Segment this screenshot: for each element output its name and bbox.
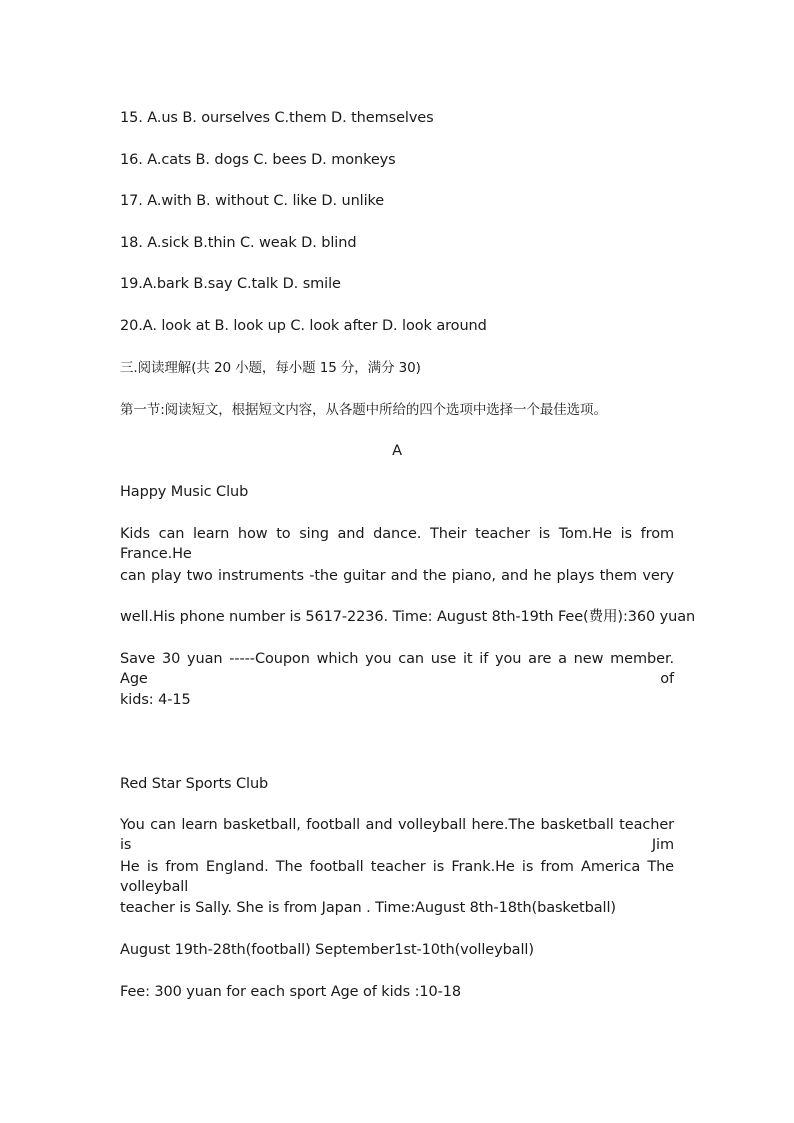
question-18-options: 18. A.sick B.thin C. weak D. blind <box>120 235 357 251</box>
club-sports-line: teacher is Sally. She is from Japan . Time:August 8th-18th(basketball) <box>120 900 616 916</box>
club-music-line: Save 30 yuan -----Coupon which you can use it if you are a new member. Age of <box>120 651 674 687</box>
club-sports-line: August 19th-28th(football) September1st-10th(volleyball) <box>120 942 534 958</box>
club-sports-line: Fee: 300 yuan for each sport Age of kids :10-18 <box>120 984 461 1000</box>
club-music-line: can play two instruments -the guitar and the piano, and he plays them very <box>120 568 674 584</box>
question-20-options: 20.A. look at B. look up C. look after D. look around <box>120 318 487 334</box>
question-17-options: 17. A.with B. without C. like D. unlike <box>120 193 385 209</box>
club-sports-line: He is from England. The football teacher is Frank.He is from America The volleyball <box>120 859 674 895</box>
section-heading: 三.阅读理解(共 20 小题，每小题 15 分，满分 30) <box>120 360 421 376</box>
section-instruction: 第一节:阅读短文，根据短文内容，从各题中所给的四个选项中选择一个最佳选项。 <box>120 402 607 418</box>
question-15-options: 15. A.us B. ourselves C.them D. themselves <box>120 110 434 126</box>
club-music-line: Kids can learn how to sing and dance. Their teacher is Tom.He is from France.He <box>120 526 674 562</box>
question-19-options: 19.A.bark B.say C.talk D. smile <box>120 276 341 292</box>
club-title-sports: Red Star Sports Club <box>120 776 269 792</box>
club-sports-line: You can learn basketball, football and volleyball here.The basketball teacher is Jim <box>120 817 674 853</box>
club-music-line: well.His phone number is 5617-2236. Time: August 8th-19th Fee(费用):360 yuan <box>120 609 696 625</box>
passage-label: A <box>392 443 402 459</box>
club-title-music: Happy Music Club <box>120 484 249 500</box>
question-16-options: 16. A.cats B. dogs C. bees D. monkeys <box>120 152 396 168</box>
club-music-line: kids: 4-15 <box>120 692 191 708</box>
